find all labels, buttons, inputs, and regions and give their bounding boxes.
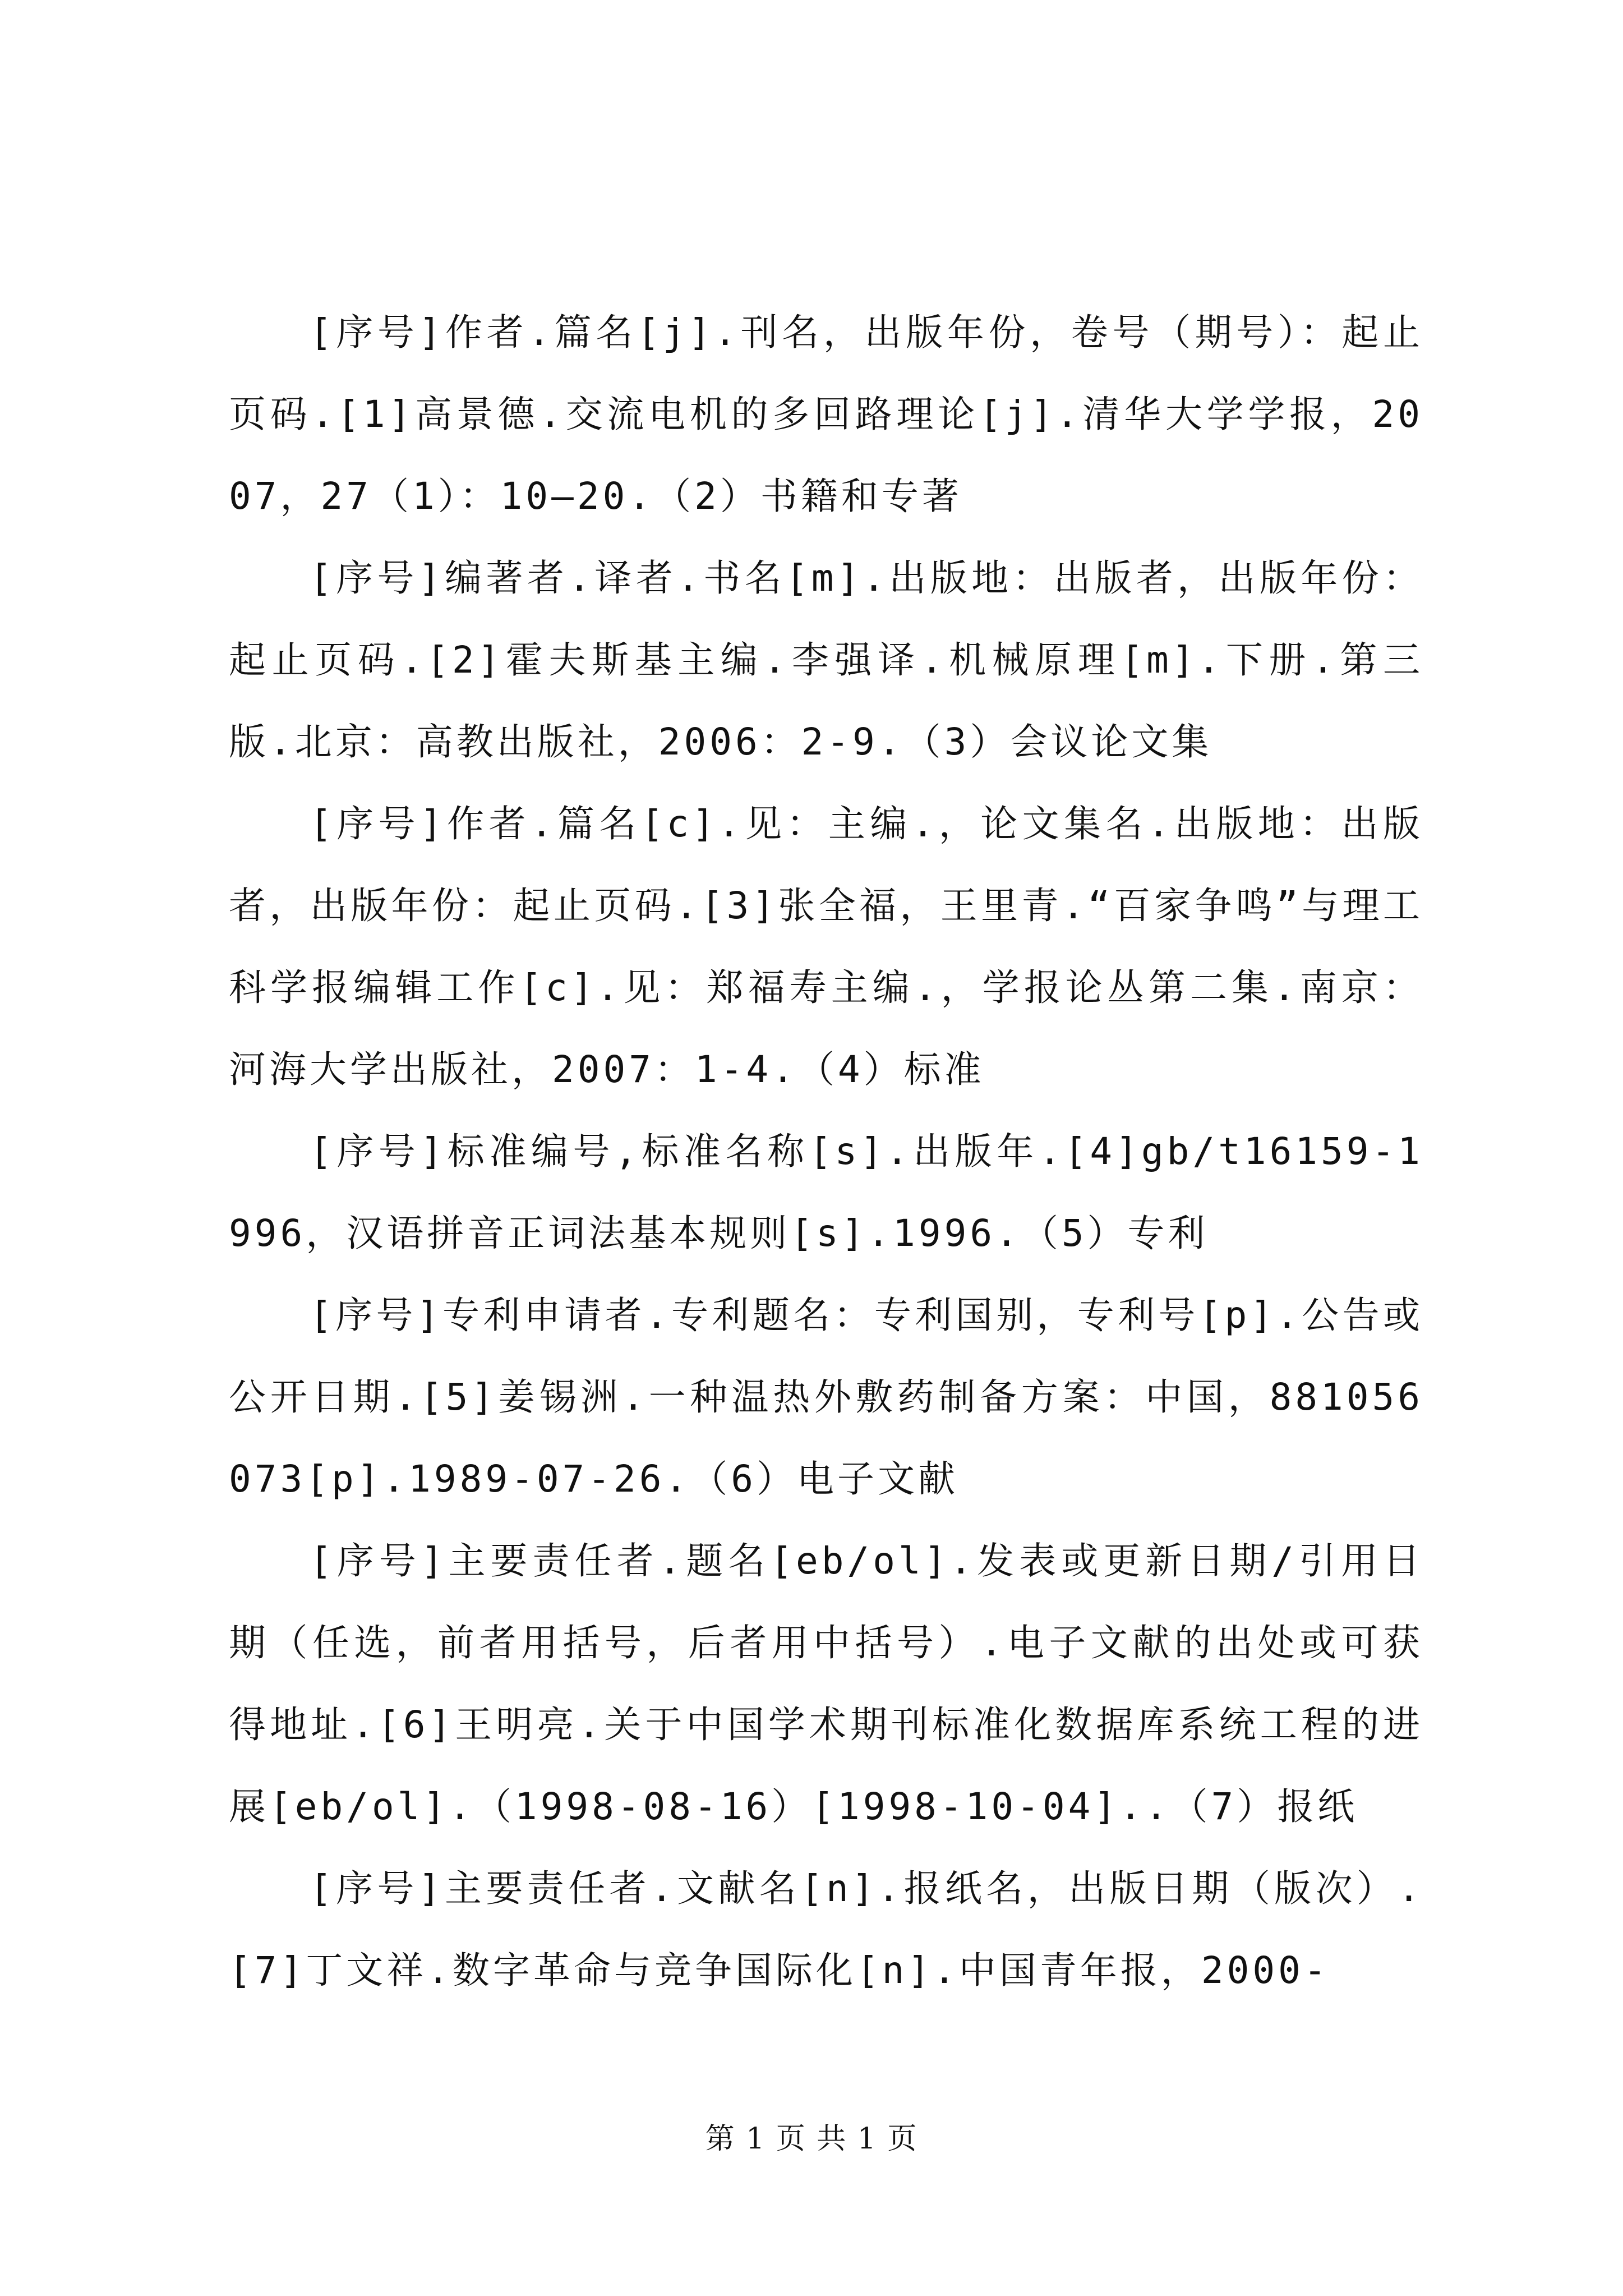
- paragraph-standard: [序号]标准编号,标准名称[s].出版年.[4]gb/t16159-1996，汉语拼音正词法基本规则[s].1996.（5）专利: [229, 1130, 1423, 1255]
- paragraph-journal: [序号]作者.篇名[j].刊名，出版年份，卷号（期号）：起止页码.[1]高景德.交流电机的多回路理论[j].清华大学学报，2007，27（1）：10—20.（2）书籍和专著: [229, 311, 1423, 518]
- paragraph-patent: [序号]专利申请者.专利题名：专利国别，专利号[p].公告或公开日期.[5]姜锡洲.一种温热外敷药制备方案：中国，881056073[p].1989-07-26.（6）电子文献: [229, 1294, 1423, 1501]
- paragraph-newspaper: [序号]主要责任者.文献名[n].报纸名，出版日期（版次）.[7]丁文祥.数字革命与竞争国际化[n].中国青年报，2000-: [229, 1867, 1423, 1992]
- document-body: [229, 292, 1423, 2012]
- paragraph-electronic: [序号]主要责任者.题名[eb/ol].发表或更新日期/引用日期（任选，前者用括号，后者用中括号）.电子文献的出处或可获得地址.[6]王明亮.关于中国学术期刊标准化数据库系统工程的进展[eb/ol].（1998-08-16）[1998-10-04]..（7）报纸: [229, 1539, 1423, 1828]
- page-footer: 第 1 页 共 1 页: [705, 2122, 918, 2156]
- paragraph-book: [序号]编著者.译者.书名[m].出版地：出版者，出版年份：起止页码.[2]霍夫斯基主编.李强译.机械原理[m].下册.第三版.北京：高教出版社，2006：2-9.（3）会议论文集: [229, 556, 1423, 763]
- paragraph-conference: [序号]作者.篇名[c].见：主编.，论文集名.出版地：出版者，出版年份：起止页码.[3]张全福，王里青.“百家争鸣”与理工科学报编辑工作[c].见：郑福寿主编.，学报论丛第二集.南京：河海大学出版社，2007：1-4.（4）标准: [229, 802, 1423, 1091]
